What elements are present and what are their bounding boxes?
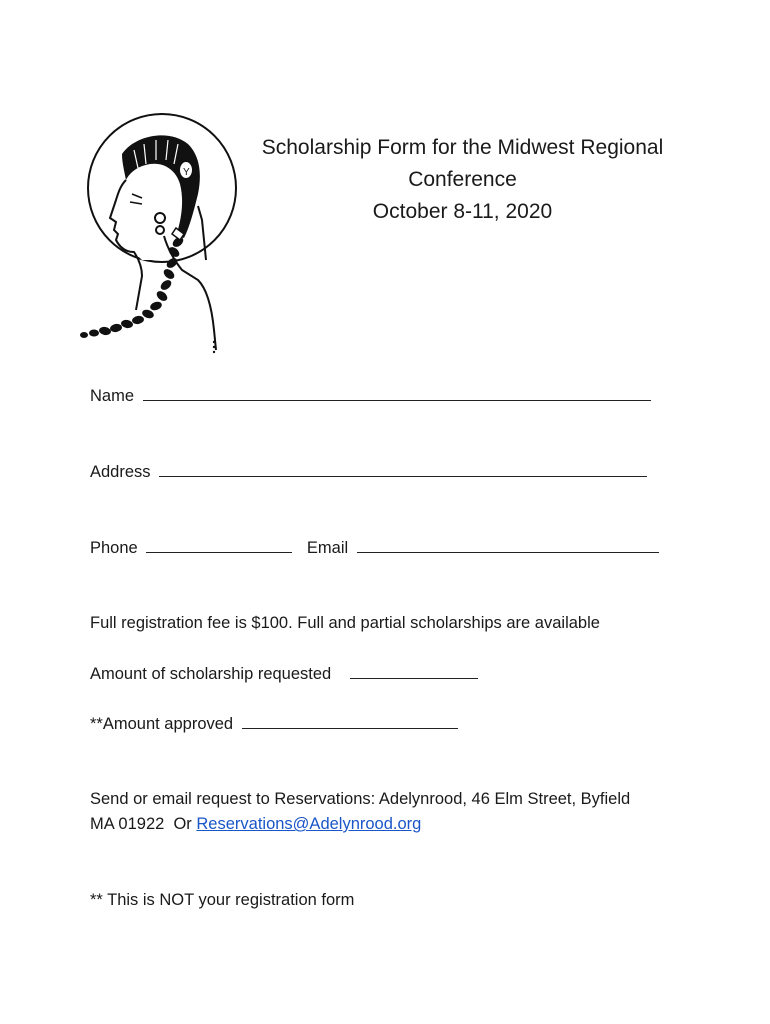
phone-email-row [90,538,659,558]
address-label: Address [90,463,151,481]
phone-label: Phone [90,539,138,557]
fee-note: Full registration fee is $100. Full and partial scholarships are available [90,614,600,632]
amount-requested-row [90,664,478,684]
email-label: Email [306,539,349,557]
amount-approved-field[interactable] [242,714,458,729]
name-row [90,386,651,406]
disclaimer: ** This is NOT your registration form [90,891,355,909]
title-line-3: October 8-11, 2020 [372,200,553,223]
form-title [240,132,685,228]
phone-field[interactable] [146,538,292,553]
address-row [90,462,647,482]
amount-approved-label: **Amount approved [90,715,234,733]
name-label: Name [90,387,135,405]
email-field[interactable] [357,538,659,553]
title-line-2: Conference [408,168,517,191]
send-prefix: MA 01922 Or [90,815,197,833]
send-instructions-line-1: Send or email request to Reservations: Adelynrood, 46 Elm Street, Byfield [90,790,631,808]
send-instructions-line-2 [90,815,421,834]
name-field[interactable] [143,386,651,401]
native-woman-profile-logo [72,110,242,358]
amount-requested-label: Amount of scholarship requested [90,665,332,683]
svg-text:Y: Y [183,167,190,178]
reservations-email-link[interactable]: Reservations@Adelynrood.org [196,815,422,833]
amount-requested-field[interactable] [350,664,478,679]
address-field[interactable] [159,462,647,477]
amount-approved-row [90,714,458,734]
title-line-1: Scholarship Form for the Midwest Regional [261,136,664,159]
